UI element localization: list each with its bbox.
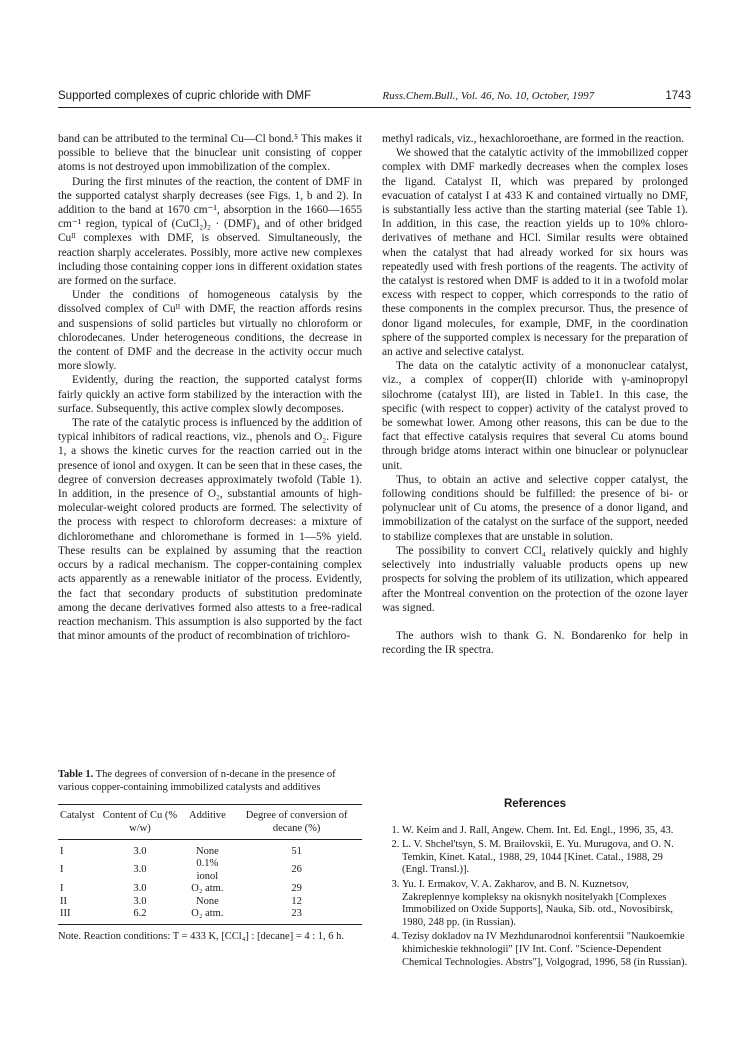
column-header: Catalyst bbox=[58, 805, 96, 840]
column-header: Additive bbox=[183, 805, 231, 840]
table-cell: 29 bbox=[291, 883, 302, 894]
table-row bbox=[58, 858, 362, 883]
table-cell: II bbox=[60, 895, 67, 907]
references-section bbox=[382, 798, 688, 971]
table-cell: I bbox=[60, 845, 64, 857]
table-caption-text: The degrees of conversion of n-decane in the presence of various copper-containing immobilized catalysts and additives bbox=[58, 769, 336, 793]
table-caption bbox=[58, 768, 362, 794]
left-column bbox=[58, 132, 362, 643]
table-note: Note. Reaction conditions: T = 433 K, [CCl₄] : [decane] = 4 : 1, 6 h. bbox=[58, 930, 345, 942]
table-label: Table 1. bbox=[58, 769, 94, 780]
table-cell: None bbox=[195, 895, 219, 907]
paragraph: During the first minutes of the reaction, the content of DMF in the supported catalyst sharply decreases (see Figs. 1, b and 2). In addition to the band at 1670 cm⁻¹, absorption in the 1660—1655 cm⁻¹ region, typical of (CuCl₂)₂ · (DMF)₄ and of other bridged Cuᴵᴵ complexes with DMF, is observed. Simultaneously, the reaction sharply accelerates. Possibly, more active new complexes including those containing copper ions in different oxidation states are formed on the surface. bbox=[58, 175, 362, 288]
column-header: Degree of conversion of decane (%) bbox=[231, 805, 362, 840]
table-cell: 3.0 bbox=[133, 864, 147, 876]
data-table bbox=[58, 804, 362, 925]
table-cell: O₂ atm. bbox=[183, 908, 231, 924]
acknowledgement: The authors wish to thank G. N. Bondarenko for help in recording the IR spectra. bbox=[382, 629, 688, 657]
table-1 bbox=[58, 768, 362, 943]
table-cell: 3.0 bbox=[133, 883, 147, 894]
reference-item: 4. Tezisy dokladov na IV Mezhdunarodnoi konferentsii "Naukoemkie khimicheskie tekhnologii" [IV Int. Conf. "Science-Dependent Chemical Technologies. Abstrs"], Volgograd, 1996, 58 (in Russian). bbox=[402, 931, 688, 969]
paragraph: We showed that the catalytic activity of the immobilized copper complex with DMF markedly decreases when the complex loses the ligand. Catalyst II, which was prepared by prolonged evacuation of catalyst I at 433 K and contained virtually no DMF, is substantially less active than the starting material (see Table 1). In addition, in this case, the reaction yields up to 10% chloro-derivatives of methane and HCl. Similar results were obtained when the catalyst that had already worked for six hours was repeatedly used with fresh portions of the reagents. The activity of the catalyst is restored when DMF is added to it in a twofold molar excess with respect to copper, which corresponds to the ratio of these components in the complex precursor. Thus, the presence of donor ligand molecules, for example, DMF, in the coordination sphere of the supported complex is necessary for the preparation of an active and selective catalyst. bbox=[382, 147, 688, 359]
paragraph: The rate of the catalytic process is influenced by the addition of typical inhibitors of radical reactions, viz., phenols and O₂. Figure 1, a shows the kinetic curves for the reaction carried out in the presence of ionol and oxygen. It can be seen that in these cases, the degree of conversion decreases approximately twofold (Table 1). In addition, in the presence of O₂, substantial amounts of high-molecular-weight colored products are formed. The selectivity of the process with respect to chloroform decreases: a mixture of dichloromethane and chloromethane is formed in 1—5% yield. These results can be explained by assuming that the reaction occurs by a radical mechanism. The copper-containing complex acts apparently as a renewable initiator of the process. Evidently, the fact that secondary products of substitution predominate among the decane derivatives formed also attests to a free-radical reaction mechanism. This assumption is also supported by the fact that minor amounts of the product of recombination of trichloro- bbox=[58, 417, 362, 643]
table-cell: 6.2 bbox=[96, 908, 183, 924]
table-cell: 3.0 bbox=[133, 845, 147, 857]
reference-item: 1. W. Keim and J. Rall, Angew. Chem. Int. Ed. Engl., 1996, 35, 43. bbox=[402, 825, 688, 838]
paragraph: methyl radicals, viz., hexachloroethane, are formed in the reaction. bbox=[382, 133, 685, 145]
journal-citation: Russ.Chem.Bull., Vol. 46, No. 10, October, 1997 bbox=[382, 90, 595, 102]
paragraph: band can be attributed to the terminal Cu—Cl bond.⁵ This makes it possible to believe that the binuclear unit consisting of copper atoms is not destroyed upon immobilization of the complex. bbox=[58, 133, 362, 174]
table-row bbox=[58, 883, 362, 896]
running-title: Supported complexes of cupric chloride with DMF bbox=[58, 90, 312, 102]
running-header bbox=[58, 90, 691, 108]
column-header: Content of Cu (% w/w) bbox=[96, 805, 183, 840]
page-number: 1743 bbox=[665, 90, 691, 102]
table-row bbox=[58, 908, 362, 924]
paragraph: The data on the catalytic activity of a mononuclear catalyst, viz., a complex of copper(II) chloride with γ-aminopropyl silochrome (catalyst III), are listed in Table1. In this case, the specific (with respect to copper) activity of the catalyst proved to be somewhat lower. Among other reasons, this can be due to the fact that effective catalysis requires that several Cu atoms bound through bridge atoms interact within one binuclear or polynuclear unit. bbox=[382, 360, 688, 472]
table-cell: None bbox=[195, 845, 219, 857]
table-row bbox=[58, 896, 362, 909]
table-cell: III bbox=[58, 908, 96, 924]
references-heading: References bbox=[503, 798, 566, 810]
paragraph: Under the conditions of homogeneous catalysis by the dissolved complex of Cuᴵᴵ with DMF, the reaction affords resins and suspensions of solid particles but virtually no chloroform or chlorodecanes. Under heterogeneous conditions, the decrease in the content of DMF and the decrease in the activity occur much more slowly. bbox=[58, 289, 362, 373]
table-cell: 3.0 bbox=[133, 895, 147, 907]
table-row bbox=[58, 846, 362, 859]
paragraph: Thus, to obtain an active and selective copper catalyst, the following conditions should be fulfilled: the presence of bi- or polynuclear unit of Cu atoms, the presence of a donor ligand, and immobilization of the catalyst on the surface of the support, needed to stabilize complexes that are unstable in solution. bbox=[382, 473, 688, 543]
reference-list bbox=[382, 825, 688, 970]
paragraph: Evidently, during the reaction, the supported catalyst forms fairly quickly an active form stabilized by the interaction with the surface. Subsequently, this active complex slowly decomposes. bbox=[58, 374, 362, 415]
table-cell: 26 bbox=[291, 864, 302, 876]
table-cell: O₂ atm. bbox=[191, 883, 224, 894]
reference-item: 2. L. V. Shchel'tsyn, S. M. Brailovskii, E. Yu. Murugova, and O. N. Temkin, Kinet. Katal., 1988, 29, 1044 [Kinet. Catal., 1988, 29 (Engl. Transl.)]. bbox=[402, 839, 688, 877]
table-cell: 0.1% ionol bbox=[196, 858, 219, 882]
table-cell: 12 bbox=[291, 895, 302, 907]
table-cell: 51 bbox=[291, 845, 302, 857]
table-cell: 23 bbox=[231, 908, 362, 924]
table-cell: I bbox=[60, 883, 64, 894]
table-header-row bbox=[58, 805, 362, 840]
right-column bbox=[382, 132, 688, 657]
table-cell: I bbox=[60, 864, 64, 876]
paragraph: The possibility to convert CCl₄ relatively quickly and highly selectively into industrially valuable products opens up new prospects for solving the problem of its utilization, which appeared after the Montreal convention on the protection of the ozone layer was signed. bbox=[382, 544, 688, 614]
reference-item: 3. Yu. I. Ermakov, V. A. Zakharov, and B. N. Kuznetsov, Zakreplennye kompleksy na okisnykh nositelyakh [Complexes Immobilized on Oxide Supports], Nauka, Sib. otd., Novosibirsk, 1980, 248 pp. (in Russian). bbox=[402, 879, 688, 929]
